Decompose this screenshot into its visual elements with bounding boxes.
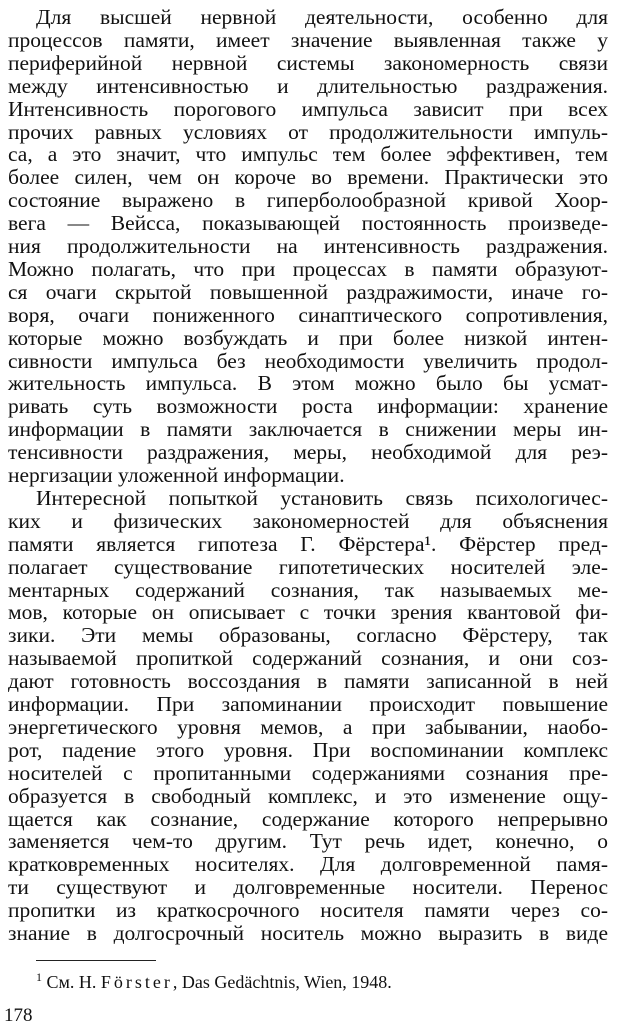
text-line: называемой пропиткой содержаний сознания, и они соз- [8,646,608,671]
footnote-author: Förster [100,972,173,992]
text-line: периферийной нервной системы закономерность связи [8,50,608,75]
text-line: ривать суть возможности роста информации: хранение [8,394,608,419]
text-line: са, а это значит, что импульс тем более эффективен, тем [8,142,608,167]
text-line: сивности импульса без необходимости увеличить продол- [8,348,608,373]
text-line: ся очаги скрытой повышенной раздражимости, иначе го- [8,279,608,304]
footnote [36,970,596,994]
text-line: жительность импульса. В этом можно было бы усмат- [8,371,608,396]
text-line: ния продолжительности на интенсивность раздражения. [8,234,608,258]
text-line: полагает существование гипотетических носителей эле- [8,554,608,579]
text-line: дают готовность воссоздания в памяти записанной в ней [8,669,608,694]
text-line: прочих равных условиях от продолжительности импуль- [8,119,608,144]
text-line: мов, которые он описывает с точки зрения квантовой фи- [8,600,608,625]
text-line: Можно полагать, что при процессах в памяти образуют- [8,256,608,281]
text-line: между интенсивностью и длительностью раздражения. [8,73,608,98]
text-line: Для высшей нервной деятельности, особенно для [36,5,608,29]
text-line: информации. При запоминании происходит повышение [8,692,608,716]
text-line: ких и физических закономерностей для объяснения [8,508,608,533]
text-line: пропитки из краткосрочного носителя памяти через со- [8,898,608,923]
text-line: памяти является гипотеза Г. Фёрстера¹. Фёрстер пред- [8,531,608,556]
text-line: щается как сознание, содержание которого непрерывно [8,806,608,831]
text-line: зики. Эти мемы образованы, согласно Фёрстеру, так [8,623,608,648]
text-line: тенсивности раздражения, меры, необходимой для реэ- [8,440,608,465]
footnote-title: , Das Gedächtnis, Wien, 1948. [172,972,392,992]
text-line: процессов памяти, имеет значение выявленная также у [8,27,608,52]
text-line: заменяется чем-то другим. Тут речь идет, конечно, о [8,829,608,854]
text-line: нергизации уложенной информации. [8,463,345,487]
text-line: вега — Вейсса, показывающей постоянность произведе- [8,211,608,236]
text-line: рот, падение этого уровня. При воспоминании комплекс [8,737,608,762]
footnote-separator [36,960,156,961]
text-line: более силен, чем он короче во времени. Практически это [8,165,608,190]
text-line: кратковременных носителях. Для долговременной памя- [8,852,608,877]
text-line: знание в долгосрочный носитель можно выразить в виде [8,921,608,945]
text-line: ти существуют и долговременные носители. Перенос [8,875,608,900]
text-line: носителей с пропитанными содержаниями сознания пре- [8,760,608,785]
text-line: Интересной попыткой установить связь психологичес- [36,485,608,510]
text-line: которые можно возбуждать и при более низкой интен- [8,325,608,350]
text-line: ментарных содержаний сознания, так называемых ме- [8,577,608,602]
text-line: образуется в свободный комплекс, и это изменение ощу- [8,783,608,808]
footnote-prefix: См. Н. [46,972,97,992]
text-line: энергетического уровня мемов, а при забывании, наобо- [8,714,608,739]
text-line: информации в памяти заключается в снижении меры ин- [8,417,608,442]
page-number: 178 [4,1005,33,1026]
footnote-mark: 1 [36,970,42,984]
text-line: состояние выражено в гиперболообразной кривой Хоор- [8,188,608,213]
text-line: Интенсивность порогового импульса зависит при всех [8,96,608,121]
text-line: воря, очаги пониженного синаптического сопротивления, [8,302,608,327]
